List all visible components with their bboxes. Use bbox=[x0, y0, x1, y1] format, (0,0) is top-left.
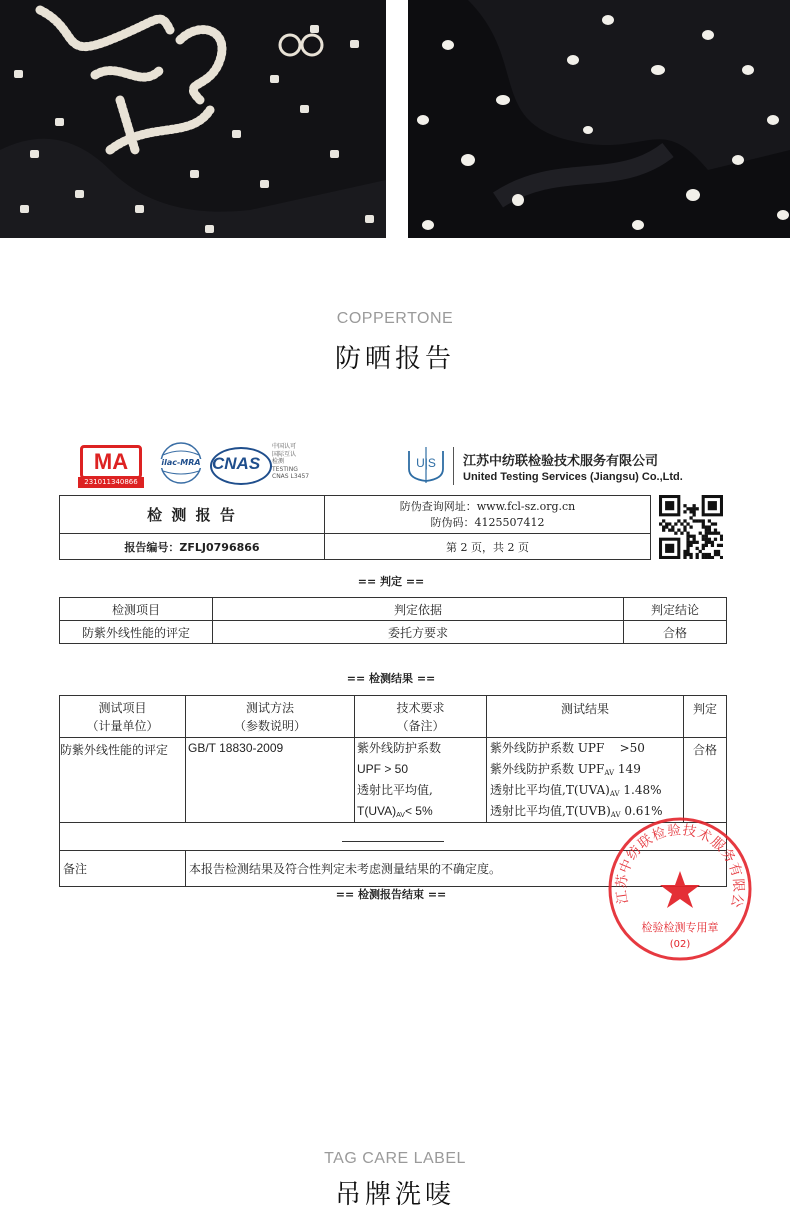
req-line-3: 透射比平均值, bbox=[357, 783, 433, 797]
req-line-4b: AV bbox=[396, 812, 405, 819]
stamp-bottom-text: 检验检测专用章 bbox=[641, 921, 719, 934]
report-header-table bbox=[59, 495, 651, 560]
col-item-2: （计量单位） bbox=[86, 718, 159, 733]
fabric-photo-right bbox=[408, 0, 790, 238]
report-number: 报告编号：ZFLJ0796866 bbox=[60, 534, 325, 560]
result-judge: 合格 bbox=[684, 738, 727, 823]
stamp-code: (02) bbox=[669, 939, 691, 950]
ilac-text: ilac-MRA bbox=[161, 458, 201, 467]
official-stamp bbox=[606, 815, 754, 963]
results-heading: == 检测结果 == bbox=[346, 672, 436, 685]
ma-number: 231011340866 bbox=[78, 477, 144, 488]
col-result: 测试结果 bbox=[487, 696, 684, 738]
res-line-3b: AV bbox=[609, 790, 620, 798]
judgement-basis: 委托方要求 bbox=[213, 621, 624, 644]
cnas-small-1: 中国认可 bbox=[272, 443, 297, 450]
req-line-4c: < 5% bbox=[404, 804, 433, 818]
judgement-col-item: 检测项目 bbox=[60, 598, 213, 621]
section-title-sun-report: 防晒报告 bbox=[334, 344, 455, 374]
section-subtitle-tag: TAG CARE LABEL bbox=[324, 1150, 466, 1167]
page-info: 第 2 页，共 2 页 bbox=[325, 534, 651, 560]
col-judge: 判定 bbox=[684, 696, 727, 738]
fabric-photo-left bbox=[0, 0, 386, 238]
res-line-3a: 透射比平均值,T(UVA) bbox=[490, 783, 610, 797]
judgement-table bbox=[59, 597, 727, 644]
cnas-small-4: TESTING bbox=[272, 465, 298, 473]
res-line-2c: 149 bbox=[614, 762, 641, 776]
col-req-1: 技术要求 bbox=[396, 700, 445, 715]
ma-logo bbox=[78, 443, 144, 489]
res-line-2a: 紫外线防护系数 UPF bbox=[490, 762, 605, 776]
res-line-3c: 1.48% bbox=[619, 783, 662, 797]
result-item: 防紫外线性能的评定 bbox=[60, 738, 186, 823]
cnas-small-3: 检测 bbox=[272, 458, 285, 465]
res-line-1: 紫外线防护系数 UPF >50 bbox=[490, 741, 645, 755]
cnas-small-5: CNAS L3457 bbox=[272, 473, 310, 480]
company-name-cn: 江苏中纺联检验技术服务有限公司 bbox=[463, 454, 659, 469]
cnas-small-2: 国际互认 bbox=[272, 450, 297, 458]
ma-mark: MA bbox=[80, 445, 142, 479]
remark-label: 备注 bbox=[60, 851, 186, 887]
judgement-item: 防紫外线性能的评定 bbox=[60, 621, 213, 644]
section-title-tag: 吊牌洗唛 bbox=[334, 1180, 455, 1210]
remark-text: 本报告检测结果及符合性判定未考虑测量结果的不确定度。 bbox=[186, 851, 727, 887]
res-line-4a: 透射比平均值,T(UVB) bbox=[490, 804, 611, 818]
results-separator bbox=[342, 841, 444, 842]
res-line-4c: 0.61% bbox=[620, 804, 663, 818]
test-report bbox=[56, 435, 747, 950]
logo-divider bbox=[453, 447, 454, 485]
req-line-2: UPF > 50 bbox=[357, 762, 409, 776]
query-url: 防伪查询网址：www.fcl-sz.org.cn bbox=[399, 499, 576, 513]
uts-text: U|S bbox=[416, 456, 436, 470]
stamp-ring-text: 江苏中纺联检验技术服务有限公 bbox=[613, 822, 747, 910]
res-line-4b: AV bbox=[610, 811, 621, 819]
judgement-conclusion: 合格 bbox=[624, 621, 727, 644]
col-item-1: 测试项目 bbox=[98, 700, 147, 715]
qr-code bbox=[659, 495, 723, 559]
req-line-1: 紫外线防护系数 bbox=[357, 741, 442, 755]
cnas-text: CNAS bbox=[212, 454, 261, 473]
company-name-en: United Testing Services (Jiangsu) Co.,Ltd. bbox=[463, 471, 683, 483]
cnas-logo bbox=[210, 443, 320, 489]
col-method-2: （参数说明） bbox=[233, 718, 306, 733]
result-method: GB/T 18830-2009 bbox=[186, 738, 355, 823]
judgement-col-conclusion: 判定结论 bbox=[624, 598, 727, 621]
col-req-2: （备注） bbox=[396, 718, 445, 733]
report-end: == 检测报告结束 == bbox=[335, 888, 447, 901]
judgement-heading: == 判定 == bbox=[357, 575, 425, 588]
req-line-4a: T(UVA) bbox=[357, 804, 397, 818]
col-method-1: 测试方法 bbox=[245, 700, 294, 715]
res-line-2b: AV bbox=[604, 769, 615, 777]
anti-fake-code: 防伪码：4125507412 bbox=[430, 515, 545, 529]
section-subtitle-coppertone: COPPERTONE bbox=[336, 310, 454, 327]
ilac-mra-logo bbox=[158, 441, 204, 485]
report-title: 检 测 报 告 bbox=[60, 496, 325, 534]
uts-logo bbox=[403, 443, 449, 485]
judgement-col-basis: 判定依据 bbox=[213, 598, 624, 621]
